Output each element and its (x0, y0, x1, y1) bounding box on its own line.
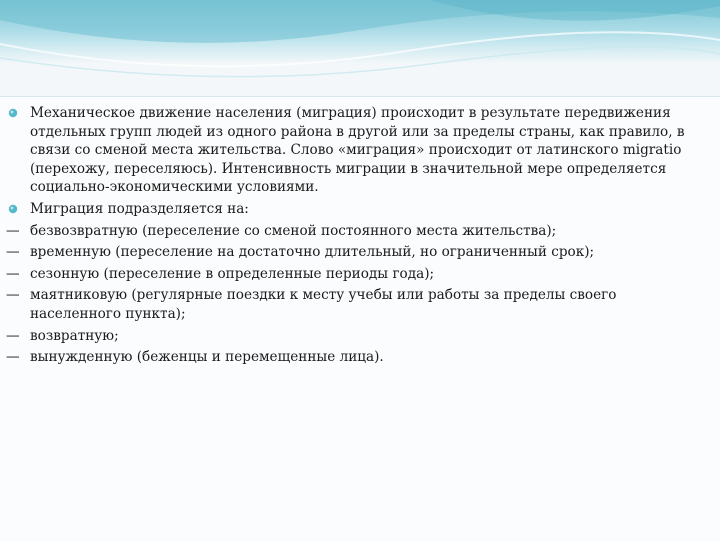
list-item (6, 265, 706, 284)
text-content (6, 104, 706, 370)
list-item-text: безвозвратную (переселение со сменой постоянного места жительства); (30, 222, 557, 239)
paragraph-migration-definition: Механическое движение населения (миграция) происходит в результате передвижения отдельных групп людей из одного района в другой или за пределы страны, как правило, в связи со сменой места жительства. Слово «миграция» происходит от латинского migratio (перехожу, переселяюсь). Интенсивность миграции в значительной мере определяется социально-экономическими условиями. (30, 105, 685, 196)
dash-marker: — (6, 244, 20, 261)
header-decoration (0, 0, 720, 64)
list-item (6, 222, 706, 241)
list-item (6, 243, 706, 262)
paragraph-migration-types-intro: Миграция подразделяется на: (30, 200, 249, 217)
dash-marker: — (6, 287, 20, 304)
list-item-text: возвратную; (30, 327, 119, 344)
circle-bullet-icon (8, 204, 18, 214)
list-item (6, 327, 706, 346)
list-item (6, 286, 706, 323)
bullet-item (6, 104, 706, 197)
dash-marker: — (6, 222, 20, 239)
circle-bullet-icon (8, 108, 18, 118)
list-item-text: сезонную (переселение в определенные периоды года); (30, 265, 435, 282)
dash-marker: — (6, 349, 20, 366)
list-item-text: вынужденную (беженцы и перемещенные лица). (30, 349, 384, 366)
list-item (6, 348, 706, 367)
list-item-text: маятниковую (регулярные поездки к месту учебы или работы за пределы своего населенного пункта); (30, 287, 617, 322)
dash-marker: — (6, 327, 20, 344)
dash-marker: — (6, 265, 20, 282)
wave-decoration-icon (0, 0, 720, 96)
bullet-item (6, 200, 706, 219)
list-item-text: временную (переселение на достаточно длительный, но ограниченный срок); (30, 244, 595, 261)
